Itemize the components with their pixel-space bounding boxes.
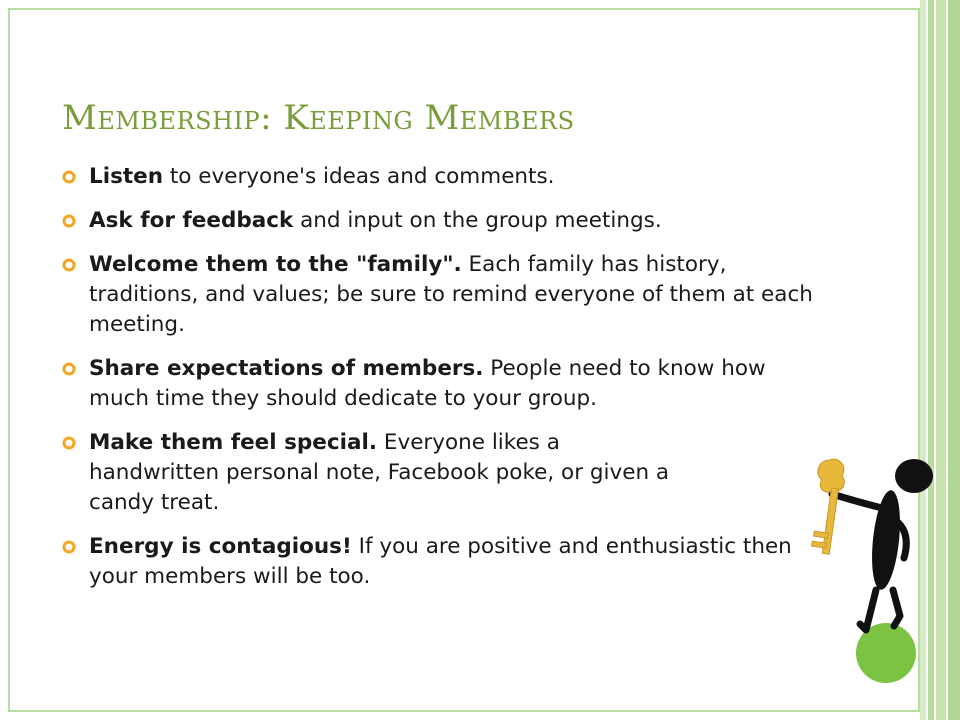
bullet-text: Everyone likes a handwritten personal note, Facebook poke, or given a candy treat.: [89, 430, 670, 515]
stick-figure-holding-key-on-ball-icon: [790, 440, 940, 690]
bullet-lead: Make them feel special.: [89, 430, 378, 455]
bullet-item: [62, 354, 822, 414]
bullet-text: Each family has history, traditions, and values; be sure to remind everyone of them at each meeting.: [89, 252, 813, 337]
key-icon: [812, 459, 845, 554]
slide-title: Membership: Keeping Members: [62, 98, 575, 138]
bullet-item: [62, 206, 822, 236]
bullet-lead: Share expectations of members.: [89, 356, 484, 381]
bullet-text: and input on the group meetings.: [293, 208, 662, 233]
bullet-lead: Welcome them to the "family".: [89, 252, 462, 277]
bullet-text: If you are positive and enthusiastic then your members will be too.: [89, 534, 792, 589]
hollow-circle-icon: [62, 214, 76, 228]
bullet-lead: Ask for feedback: [89, 208, 294, 233]
bullet-item: [62, 162, 822, 192]
bullet-text: to everyone's ideas and comments.: [163, 164, 555, 189]
bullet-text: People need to know how much time they should dedicate to your group.: [89, 356, 766, 411]
bullet-list: [62, 162, 822, 606]
hollow-circle-icon: [62, 362, 76, 376]
hollow-circle-icon: [62, 436, 76, 450]
bullet-item: [62, 428, 822, 518]
bullet-lead: Energy is contagious!: [89, 534, 352, 559]
bullet-lead: Listen: [89, 164, 164, 189]
hollow-circle-icon: [62, 258, 76, 272]
hollow-circle-icon: [62, 170, 76, 184]
bullet-item: [62, 532, 822, 592]
hollow-circle-icon: [62, 540, 76, 554]
bullet-item: [62, 250, 822, 340]
